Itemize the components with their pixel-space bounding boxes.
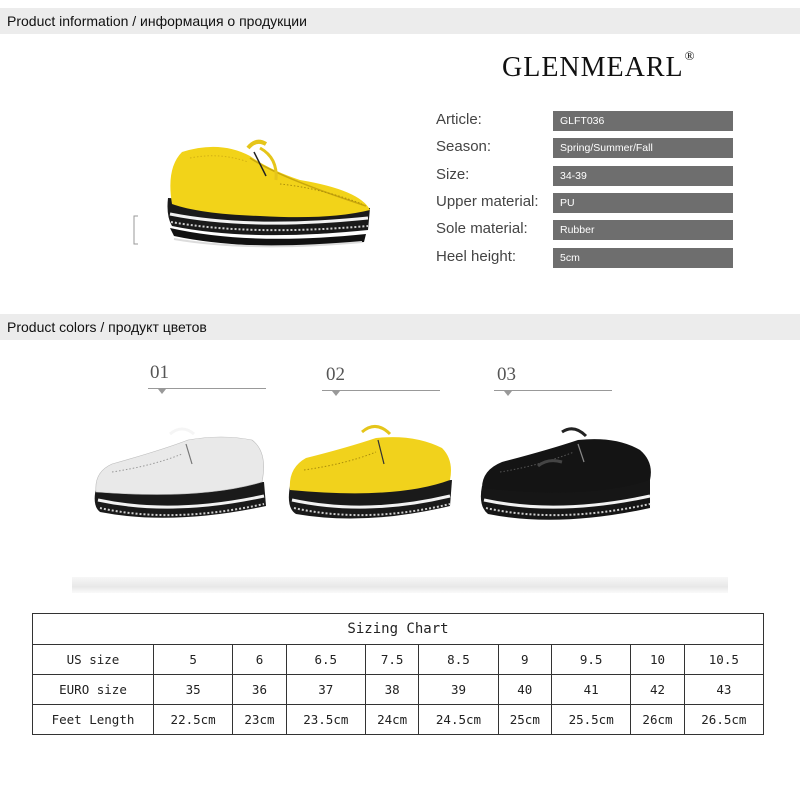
color-number-01: 01 — [150, 362, 169, 383]
table-cell: 25.5cm — [552, 705, 631, 735]
spec-row-upper-material — [436, 193, 736, 213]
table-cell: 6 — [233, 645, 286, 675]
spec-row-heel-height — [436, 248, 736, 268]
product-colors-title: Product colors / продукт цветов — [7, 319, 207, 335]
sizing-chart-title: Sizing Chart — [33, 614, 764, 645]
table-row-feet-length — [33, 705, 764, 735]
brand-logo — [502, 47, 696, 84]
row-header: US size — [33, 645, 154, 675]
table-cell: 24.5cm — [419, 705, 498, 735]
shoe-image-white — [92, 420, 272, 535]
table-cell: 41 — [552, 675, 631, 705]
spec-label: Heel height: — [436, 248, 517, 265]
pointer-icon — [504, 391, 512, 396]
decorative-shadow-bar — [72, 577, 728, 593]
table-cell: 10.5 — [684, 645, 763, 675]
table-cell: 23.5cm — [286, 705, 365, 735]
pointer-icon — [332, 391, 340, 396]
spec-value: 34-39 — [553, 166, 733, 186]
table-cell: 10 — [631, 645, 684, 675]
color-number-02: 02 — [326, 364, 345, 385]
color-number-03: 03 — [497, 364, 516, 385]
pointer-icon — [158, 389, 166, 394]
shoe-image-black — [478, 422, 658, 534]
table-cell: 7.5 — [365, 645, 418, 675]
table-cell: 25cm — [498, 705, 551, 735]
product-colors-header — [0, 314, 800, 340]
table-cell: 38 — [365, 675, 418, 705]
table-cell: 43 — [684, 675, 763, 705]
table-row-euro-size — [33, 675, 764, 705]
table-cell: 23cm — [233, 705, 286, 735]
main-product-image — [130, 118, 380, 263]
table-cell: 6.5 — [286, 645, 365, 675]
table-cell: 8.5 — [419, 645, 498, 675]
row-header: Feet Length — [33, 705, 154, 735]
brand-name: GLENMEARL — [502, 52, 684, 83]
table-cell: 9 — [498, 645, 551, 675]
spec-row-season — [436, 138, 736, 158]
spec-value: 5cm — [553, 248, 733, 268]
table-cell: 42 — [631, 675, 684, 705]
spec-row-article — [436, 111, 736, 131]
table-cell: 35 — [154, 675, 233, 705]
spec-label: Sole material: — [436, 220, 528, 237]
table-cell: 39 — [419, 675, 498, 705]
product-info-header — [0, 8, 800, 34]
spec-value: GLFT036 — [553, 111, 733, 131]
spec-value: Rubber — [553, 220, 733, 240]
table-cell: 26.5cm — [684, 705, 763, 735]
spec-label: Season: — [436, 138, 492, 155]
spec-label: Size: — [436, 166, 470, 183]
table-cell: 26cm — [631, 705, 684, 735]
table-cell: 24cm — [365, 705, 418, 735]
table-row-us-size — [33, 645, 764, 675]
spec-label: Article: — [436, 111, 482, 128]
table-cell: 5 — [154, 645, 233, 675]
spec-row-sole-material — [436, 220, 736, 240]
sizing-chart-table — [32, 613, 764, 735]
table-cell: 37 — [286, 675, 365, 705]
shoe-image-yellow — [286, 418, 458, 533]
table-cell: 22.5cm — [154, 705, 233, 735]
table-cell: 36 — [233, 675, 286, 705]
row-header: EURO size — [33, 675, 154, 705]
spec-row-size — [436, 166, 736, 186]
table-cell: 9.5 — [552, 645, 631, 675]
spec-label: Upper material: — [436, 193, 539, 210]
spec-value: Spring/Summer/Fall — [553, 138, 733, 158]
registered-mark: ® — [684, 47, 696, 63]
table-cell: 40 — [498, 675, 551, 705]
product-info-title: Product information / информация о продукции — [7, 13, 307, 29]
spec-value: PU — [553, 193, 733, 213]
